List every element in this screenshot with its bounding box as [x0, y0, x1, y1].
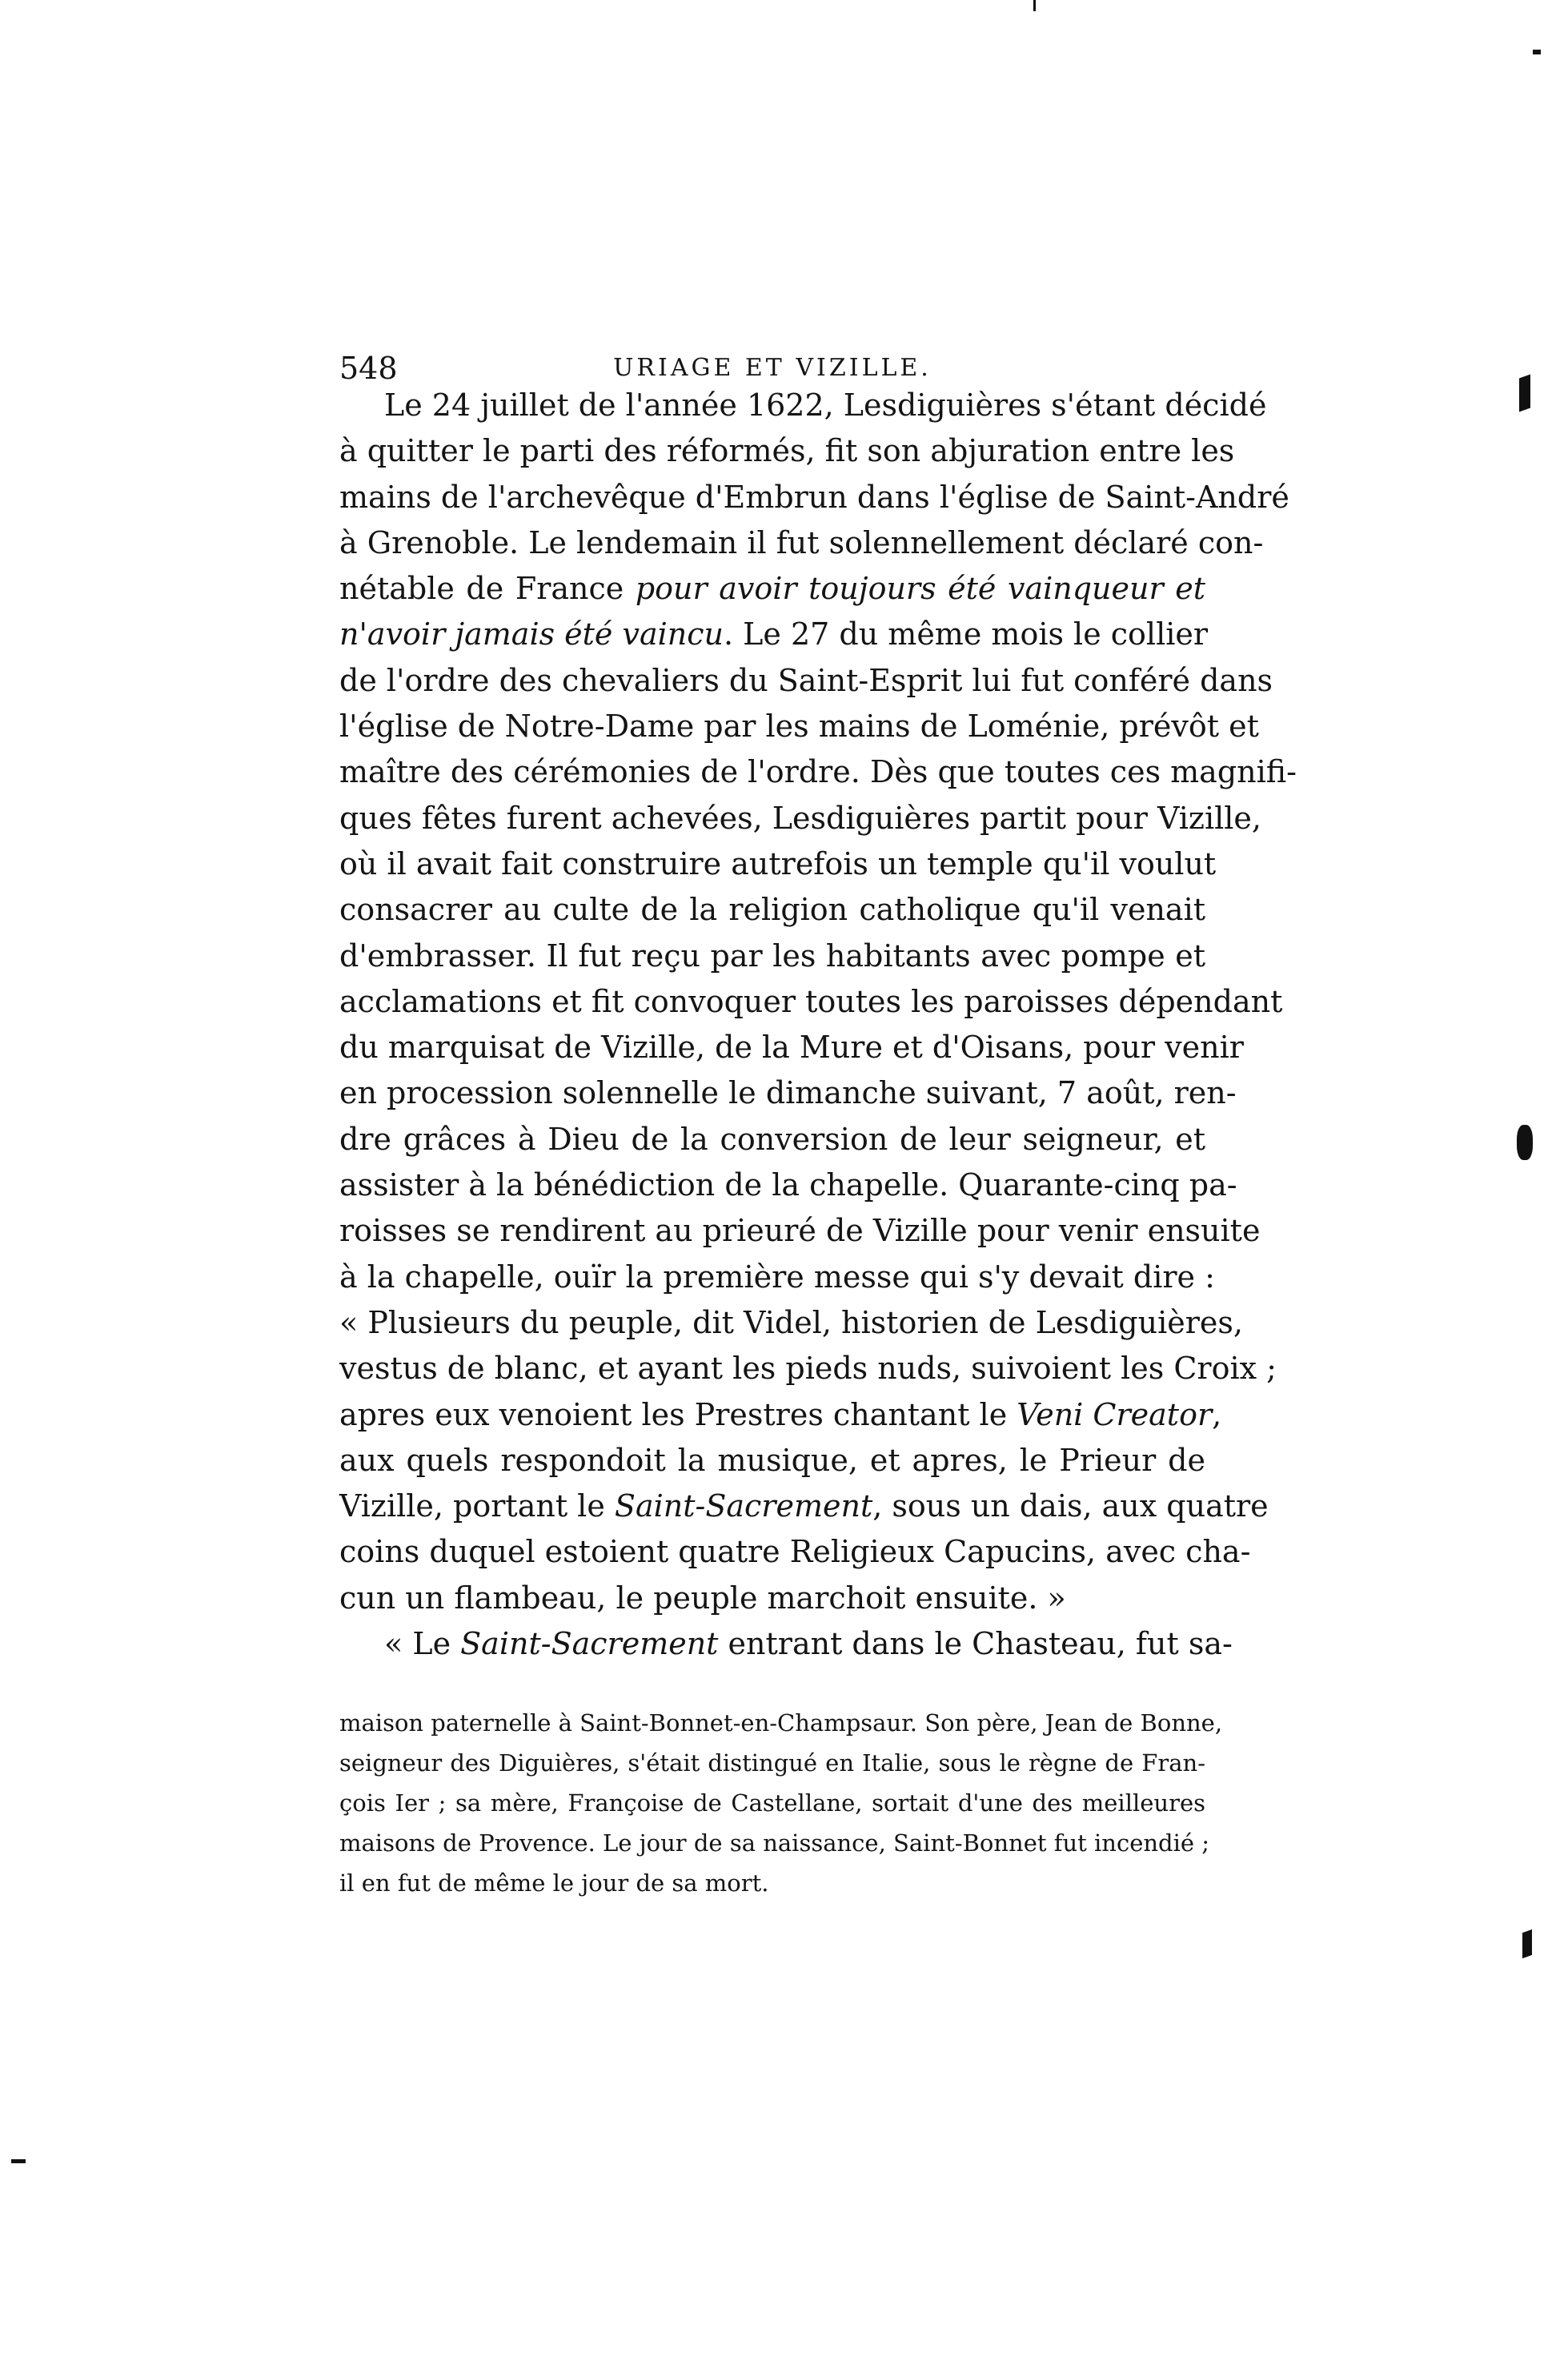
text-line: maître des cérémonies de l'ordre. Dès que toutes ces magnifi- — [339, 754, 1297, 790]
text-line: « Le Saint-Sacrement entrant dans le Chasteau, fut sa- — [384, 1626, 1233, 1662]
italic-phrase: pour avoir toujours été vainqueur et — [635, 571, 1205, 607]
text-line: dre grâces à Dieu de la conversion de leur seigneur, et — [339, 1121, 1205, 1157]
text-line: acclamations et fit convoquer toutes les paroisses dépendant — [339, 983, 1283, 1019]
text-line: assister à la bénédiction de la chapelle. Quarante-cinq pa- — [339, 1167, 1237, 1203]
text-line: à la chapelle, ouïr la première messe qui s'y devait dire : — [339, 1259, 1215, 1295]
body-text — [339, 383, 1297, 1667]
page-number: 548 — [339, 351, 398, 386]
text-line: mains de l'archevêque d'Embrun dans l'église de Saint-André — [339, 479, 1289, 515]
italic-phrase: Saint-Sacrement — [460, 1626, 719, 1662]
footnote-line: maisons de Provence. Le jour de sa naissance, Saint-Bonnet fut incendié ; — [339, 1829, 1210, 1857]
text-line: l'église de Notre-Dame par les mains de Loménie, prévôt et — [339, 709, 1259, 745]
text-line: à quitter le parti des réformés, fit son abjuration entre les — [339, 433, 1235, 469]
text-line: d'embrasser. Il fut reçu par les habitants avec pompe et — [339, 938, 1205, 974]
text-line: en procession solennelle le dimanche suivant, 7 août, ren- — [339, 1075, 1237, 1111]
text-line: aux quels respondoit la musique, et apres, le Prieur de — [339, 1442, 1205, 1478]
scan-mark — [11, 2159, 26, 2163]
scan-mark — [1033, 0, 1036, 11]
text-line: ques fêtes furent achevées, Lesdiguières partit pour Vizille, — [339, 800, 1261, 836]
text-line: de l'ordre des chevaliers du Saint-Esprit lui fut conféré dans — [339, 662, 1273, 698]
text-line: Vizille, portant le Saint-Sacrement, sous un dais, aux quatre — [339, 1488, 1269, 1524]
text-line: où il avait fait construire autrefois un temple qu'il voulut — [339, 845, 1217, 881]
footnote — [339, 1703, 1223, 1903]
scan-mark — [1522, 1929, 1532, 1958]
footnote-line: il en fut de même le jour de sa mort. — [339, 1869, 769, 1897]
italic-phrase: Veni Creator — [1017, 1396, 1213, 1432]
running-head: URIAGE ET VIZILLE. — [613, 354, 932, 382]
text-line: nétable de France pour avoir toujours été vainqueur et — [339, 571, 1205, 607]
scan-mark — [1533, 50, 1541, 54]
text-line: « Plusieurs du peuple, dit Videl, historien de Lesdiguières, — [339, 1304, 1243, 1340]
text-line: n'avoir jamais été vaincu. Le 27 du même mois le collier — [339, 616, 1209, 652]
italic-phrase: n'avoir jamais été vaincu — [339, 616, 724, 652]
italic-phrase: Saint-Sacrement — [614, 1488, 873, 1524]
text-line: Le 24 juillet de l'année 1622, Lesdiguières s'étant décidé — [384, 387, 1267, 423]
text-line: à Grenoble. Le lendemain il fut solennellement déclaré con- — [339, 524, 1264, 560]
footnote-line: seigneur des Diguières, s'était distingué en Italie, sous le règne de Fran- — [339, 1749, 1205, 1777]
scan-mark — [1517, 1125, 1533, 1160]
text-line: roisses se rendirent au prieuré de Vizille pour venir ensuite — [339, 1213, 1261, 1249]
text-line: vestus de blanc, et ayant les pieds nuds, suivoient les Croix ; — [339, 1351, 1277, 1387]
text-line: apres eux venoient les Prestres chantant le Veni Creator, — [339, 1396, 1222, 1432]
footnote-line: maison paternelle à Saint-Bonnet-en-Champsaur. Son père, Jean de Bonne, — [339, 1709, 1223, 1737]
footnote-line: çois Ier ; sa mère, Françoise de Castellane, sortait d'une des meilleures — [339, 1789, 1205, 1817]
text-line: du marquisat de Vizille, de la Mure et d'Oisans, pour venir — [339, 1030, 1244, 1066]
scan-mark — [1519, 374, 1530, 412]
text-line: consacrer au culte de la religion catholique qu'il venait — [339, 892, 1205, 928]
text-line: coins duquel estoient quatre Religieux Capucins, avec cha- — [339, 1534, 1251, 1570]
text-line: cun un flambeau, le peuple marchoit ensuite. » — [339, 1580, 1066, 1616]
